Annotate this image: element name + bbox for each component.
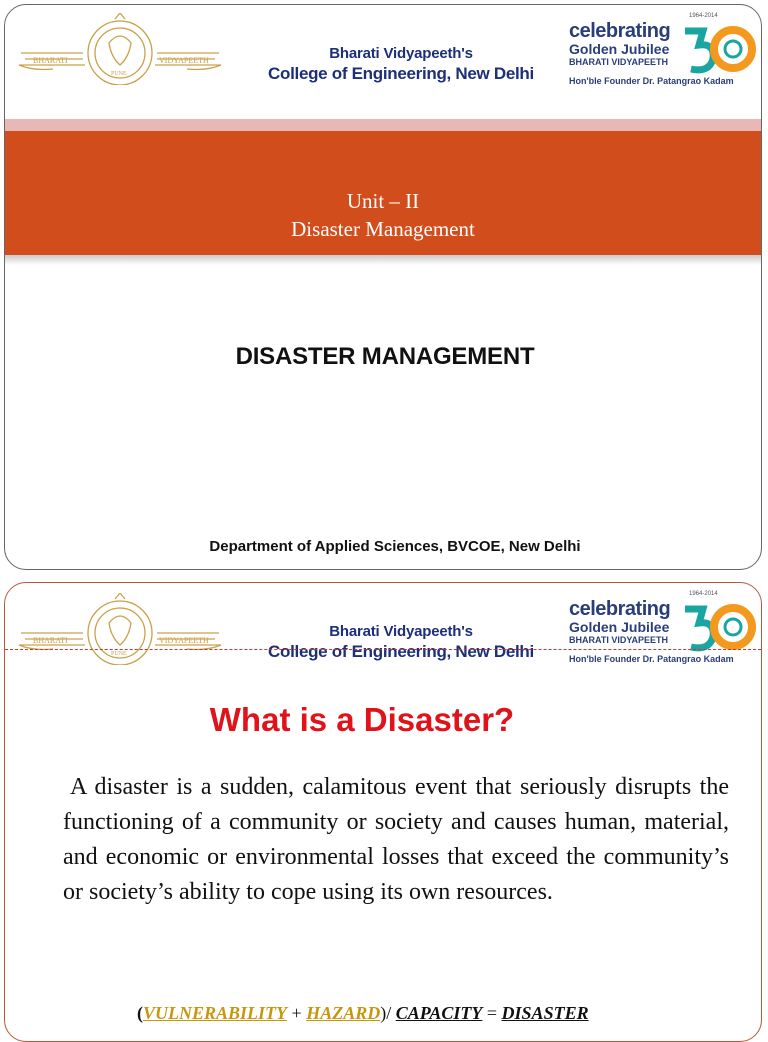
slide-header (5, 5, 761, 97)
golden-jubilee-logo (567, 13, 762, 95)
slide-main-title: DISASTER MANAGEMENT (235, 343, 535, 370)
formula-capacity: CAPACITY (395, 1003, 483, 1023)
formula-vulnerability: VULNERABILITY (143, 1003, 288, 1023)
fifty-icon (681, 21, 757, 77)
college-name-line1: Bharati Vidyapeeth's (329, 623, 473, 640)
unit-label: Unit – II (346, 189, 420, 213)
formula-plus: + (291, 1003, 302, 1023)
college-name-line1: Bharati Vidyapeeth's (329, 45, 473, 62)
slide-question-title: What is a Disaster? (209, 701, 515, 738)
unit-banner (5, 131, 761, 255)
logo-text-left: BHARATI (33, 56, 68, 65)
formula-equals: = (486, 1003, 498, 1023)
jubilee-years: 1964-2014 (689, 591, 718, 597)
jubilee-golden: Golden Jubilee (569, 41, 670, 57)
disaster-definition: A disaster is a sudden, calamitous event that seriously disrupts the functioning of a community or society and causes human, material, and economic or environmental losses that exceed the community’s or society’s ability to cope using its own resources. (63, 774, 729, 905)
slide-what-is-disaster (4, 582, 762, 1042)
slide-header (5, 583, 761, 675)
formula-close: )/ (380, 1003, 392, 1023)
jubilee-bv: BHARATI VIDYAPEETH (569, 57, 669, 67)
jubilee-years: 1964-2014 (689, 13, 718, 19)
logo-text-right: VIDYAPEETH (159, 56, 209, 65)
college-name (231, 623, 571, 662)
department-footer: Department of Applied Sciences, BVCOE, New Delhi (209, 538, 581, 555)
logo-text-right: VIDYAPEETH (159, 636, 209, 645)
college-name-line2: College of Engineering, New Delhi (268, 64, 534, 83)
college-name-line2: College of Engineering, New Delhi (268, 642, 534, 661)
formula-hazard: HAZARD (306, 1003, 381, 1023)
jubilee-founder: Hon'ble Founder Dr. Patangrao Kadam (569, 654, 734, 664)
banner-shadow (5, 255, 761, 265)
bharati-vidyapeeth-logo (13, 593, 227, 665)
bharati-vidyapeeth-logo (13, 13, 227, 85)
pink-divider (5, 119, 761, 131)
jubilee-celebrating: celebrating (569, 20, 671, 42)
header-red-line (5, 649, 761, 650)
logo-text-left: BHARATI (33, 636, 68, 645)
slide-title (4, 4, 762, 570)
formula-open: ( (137, 1003, 143, 1023)
disaster-formula (137, 1003, 589, 1024)
jubilee-founder: Hon'ble Founder Dr. Patangrao Kadam (569, 76, 734, 86)
fifty-icon (681, 599, 757, 655)
golden-jubilee-logo (567, 591, 762, 673)
jubilee-celebrating: celebrating (569, 598, 671, 620)
subject-label: Disaster Management (291, 217, 475, 241)
college-name (231, 45, 571, 84)
jubilee-golden: Golden Jubilee (569, 619, 670, 635)
logo-text-bottom: PUNE (111, 71, 127, 77)
formula-disaster: DISASTER (501, 1003, 589, 1023)
jubilee-bv: BHARATI VIDYAPEETH (569, 635, 669, 645)
logo-text-bottom: PUNE (111, 651, 127, 657)
